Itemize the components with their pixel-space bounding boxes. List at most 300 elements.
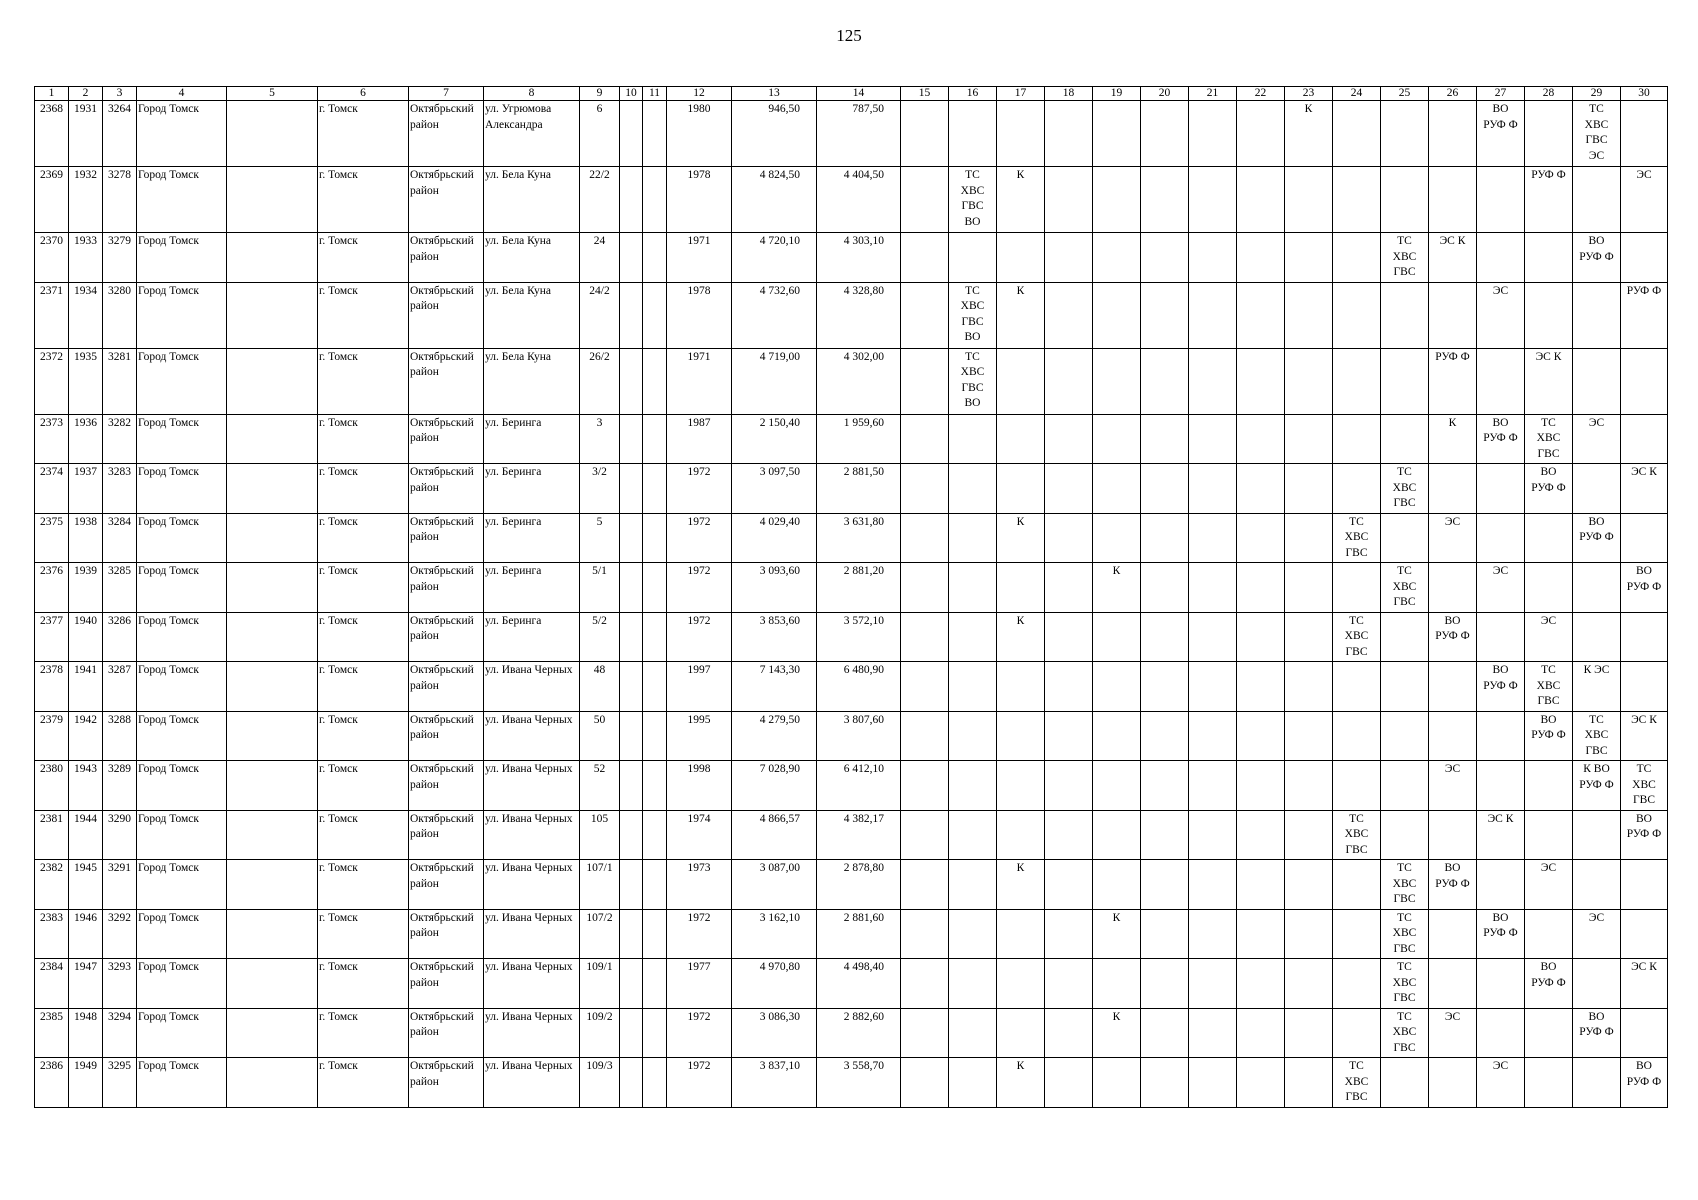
table-row (35, 1058, 1668, 1108)
cell-col-23 (1285, 282, 1333, 348)
cell-col-1: 2372 (35, 348, 69, 414)
cell-col-5 (227, 662, 318, 712)
column-header-25: 25 (1381, 87, 1429, 101)
cell-col-24 (1333, 761, 1381, 811)
cell-col-28: ЭС К (1525, 348, 1573, 414)
cell-col-23 (1285, 1008, 1333, 1058)
cell-col-13: 4 970,80 (732, 959, 817, 1009)
cell-col-1: 2378 (35, 662, 69, 712)
cell-col-26: ЭС (1429, 513, 1477, 563)
cell-col-13: 4 866,57 (732, 810, 817, 860)
cell-col-7: Октябрьский район (409, 662, 484, 712)
column-header-4: 4 (137, 87, 227, 101)
cell-col-29: ВО РУФ Ф (1573, 513, 1621, 563)
cell-col-6: г. Томск (318, 909, 409, 959)
cell-col-16 (949, 101, 997, 167)
cell-col-11 (643, 612, 667, 662)
cell-col-8: ул. Бела Куна (484, 233, 580, 283)
cell-col-26 (1429, 101, 1477, 167)
cell-col-11 (643, 761, 667, 811)
cell-col-25 (1381, 282, 1429, 348)
cell-col-15 (901, 860, 949, 910)
cell-col-24 (1333, 348, 1381, 414)
cell-col-5 (227, 959, 318, 1009)
cell-col-16: ТС ХВС ГВС ВО (949, 348, 997, 414)
cell-col-16 (949, 612, 997, 662)
cell-col-2: 1944 (69, 810, 103, 860)
cell-col-11 (643, 1058, 667, 1108)
cell-col-12: 1972 (667, 513, 732, 563)
cell-col-23 (1285, 464, 1333, 514)
cell-col-25: ТС ХВС ГВС (1381, 959, 1429, 1009)
cell-col-21 (1189, 612, 1237, 662)
cell-col-29 (1573, 348, 1621, 414)
cell-col-8: ул. Бела Куна (484, 167, 580, 233)
column-header-21: 21 (1189, 87, 1237, 101)
cell-col-8: ул. Беринга (484, 414, 580, 464)
cell-col-1: 2385 (35, 1008, 69, 1058)
table-row (35, 761, 1668, 811)
cell-col-9: 105 (580, 810, 620, 860)
cell-col-20 (1141, 612, 1189, 662)
cell-col-4: Город Томск (137, 464, 227, 514)
cell-col-15 (901, 761, 949, 811)
cell-col-2: 1948 (69, 1008, 103, 1058)
cell-col-9: 109/2 (580, 1008, 620, 1058)
cell-col-25 (1381, 513, 1429, 563)
cell-col-7: Октябрьский район (409, 348, 484, 414)
cell-col-6: г. Томск (318, 167, 409, 233)
cell-col-14: 3 572,10 (817, 612, 901, 662)
cell-col-27 (1477, 711, 1525, 761)
cell-col-6: г. Томск (318, 282, 409, 348)
cell-col-17 (997, 959, 1045, 1009)
cell-col-20 (1141, 810, 1189, 860)
column-header-26: 26 (1429, 87, 1477, 101)
cell-col-3: 3288 (103, 711, 137, 761)
cell-col-13: 4 719,00 (732, 348, 817, 414)
cell-col-15 (901, 959, 949, 1009)
cell-col-3: 3293 (103, 959, 137, 1009)
cell-col-30: ЭС К (1621, 464, 1668, 514)
cell-col-9: 107/1 (580, 860, 620, 910)
cell-col-23 (1285, 662, 1333, 712)
cell-col-9: 24 (580, 233, 620, 283)
cell-col-23 (1285, 860, 1333, 910)
cell-col-2: 1946 (69, 909, 103, 959)
cell-col-29: К ЭС (1573, 662, 1621, 712)
cell-col-6: г. Томск (318, 612, 409, 662)
cell-col-15 (901, 662, 949, 712)
cell-col-30: ЭС К (1621, 711, 1668, 761)
cell-col-11 (643, 1008, 667, 1058)
cell-col-17 (997, 761, 1045, 811)
cell-col-25 (1381, 348, 1429, 414)
cell-col-8: ул. Ивана Черных (484, 860, 580, 910)
cell-col-24: ТС ХВС ГВС (1333, 513, 1381, 563)
cell-col-30: ВО РУФ Ф (1621, 810, 1668, 860)
cell-col-29: ВО РУФ Ф (1573, 233, 1621, 283)
cell-col-10 (620, 101, 643, 167)
cell-col-24 (1333, 662, 1381, 712)
cell-col-8: ул. Ивана Черных (484, 711, 580, 761)
cell-col-10 (620, 860, 643, 910)
cell-col-18 (1045, 860, 1093, 910)
cell-col-26: ВО РУФ Ф (1429, 860, 1477, 910)
cell-col-10 (620, 711, 643, 761)
cell-col-25: ТС ХВС ГВС (1381, 860, 1429, 910)
cell-col-22 (1237, 414, 1285, 464)
cell-col-20 (1141, 711, 1189, 761)
cell-col-18 (1045, 662, 1093, 712)
cell-col-11 (643, 464, 667, 514)
cell-col-15 (901, 612, 949, 662)
cell-col-25 (1381, 101, 1429, 167)
cell-col-1: 2371 (35, 282, 69, 348)
cell-col-23 (1285, 167, 1333, 233)
cell-col-7: Октябрьский район (409, 612, 484, 662)
column-header-13: 13 (732, 87, 817, 101)
cell-col-4: Город Томск (137, 282, 227, 348)
cell-col-25 (1381, 167, 1429, 233)
cell-col-11 (643, 810, 667, 860)
cell-col-22 (1237, 860, 1285, 910)
cell-col-4: Город Томск (137, 909, 227, 959)
cell-col-5 (227, 860, 318, 910)
cell-col-14: 2 881,50 (817, 464, 901, 514)
cell-col-7: Октябрьский район (409, 1008, 484, 1058)
cell-col-15 (901, 810, 949, 860)
cell-col-23: К (1285, 101, 1333, 167)
cell-col-2: 1939 (69, 563, 103, 613)
cell-col-7: Октябрьский район (409, 464, 484, 514)
cell-col-12: 1987 (667, 414, 732, 464)
cell-col-17: К (997, 1058, 1045, 1108)
column-header-6: 6 (318, 87, 409, 101)
cell-col-4: Город Томск (137, 860, 227, 910)
column-header-12: 12 (667, 87, 732, 101)
cell-col-21 (1189, 101, 1237, 167)
cell-col-26 (1429, 662, 1477, 712)
cell-col-23 (1285, 959, 1333, 1009)
cell-col-17 (997, 711, 1045, 761)
cell-col-19: К (1093, 1008, 1141, 1058)
cell-col-16 (949, 233, 997, 283)
cell-col-25 (1381, 810, 1429, 860)
cell-col-8: ул. Беринга (484, 563, 580, 613)
cell-col-6: г. Томск (318, 464, 409, 514)
cell-col-30: ВО РУФ Ф (1621, 563, 1668, 613)
cell-col-5 (227, 167, 318, 233)
cell-col-12: 1972 (667, 909, 732, 959)
cell-col-16 (949, 860, 997, 910)
table-row (35, 662, 1668, 712)
cell-col-13: 946,50 (732, 101, 817, 167)
cell-col-6: г. Томск (318, 348, 409, 414)
cell-col-9: 5 (580, 513, 620, 563)
cell-col-1: 2380 (35, 761, 69, 811)
register-table (34, 86, 1668, 1108)
cell-col-19 (1093, 810, 1141, 860)
cell-col-12: 1972 (667, 563, 732, 613)
column-header-14: 14 (817, 87, 901, 101)
cell-col-11 (643, 909, 667, 959)
cell-col-9: 48 (580, 662, 620, 712)
cell-col-16 (949, 810, 997, 860)
cell-col-27: ВО РУФ Ф (1477, 101, 1525, 167)
cell-col-14: 4 302,00 (817, 348, 901, 414)
cell-col-2: 1947 (69, 959, 103, 1009)
cell-col-29: ЭС (1573, 414, 1621, 464)
cell-col-17: К (997, 282, 1045, 348)
cell-col-5 (227, 464, 318, 514)
cell-col-5 (227, 612, 318, 662)
cell-col-3: 3284 (103, 513, 137, 563)
cell-col-18 (1045, 101, 1093, 167)
cell-col-28 (1525, 810, 1573, 860)
cell-col-8: ул. Ивана Черных (484, 1058, 580, 1108)
cell-col-3: 3287 (103, 662, 137, 712)
cell-col-19 (1093, 612, 1141, 662)
cell-col-3: 3291 (103, 860, 137, 910)
cell-col-6: г. Томск (318, 810, 409, 860)
cell-col-30: ЭС (1621, 167, 1668, 233)
cell-col-20 (1141, 1008, 1189, 1058)
cell-col-22 (1237, 662, 1285, 712)
cell-col-15 (901, 414, 949, 464)
cell-col-26: ЭС (1429, 761, 1477, 811)
cell-col-4: Город Томск (137, 563, 227, 613)
cell-col-18 (1045, 612, 1093, 662)
cell-col-19 (1093, 662, 1141, 712)
table-row (35, 612, 1668, 662)
cell-col-6: г. Томск (318, 711, 409, 761)
cell-col-29 (1573, 167, 1621, 233)
cell-col-5 (227, 513, 318, 563)
cell-col-1: 2379 (35, 711, 69, 761)
column-header-18: 18 (1045, 87, 1093, 101)
cell-col-5 (227, 810, 318, 860)
cell-col-17: К (997, 860, 1045, 910)
cell-col-8: ул. Беринга (484, 513, 580, 563)
cell-col-29 (1573, 810, 1621, 860)
cell-col-1: 2383 (35, 909, 69, 959)
cell-col-18 (1045, 414, 1093, 464)
cell-col-6: г. Томск (318, 1058, 409, 1108)
cell-col-25: ТС ХВС ГВС (1381, 909, 1429, 959)
table-row (35, 348, 1668, 414)
cell-col-5 (227, 761, 318, 811)
cell-col-8: ул. Ивана Черных (484, 1008, 580, 1058)
cell-col-27: ВО РУФ Ф (1477, 662, 1525, 712)
cell-col-6: г. Томск (318, 513, 409, 563)
cell-col-20 (1141, 959, 1189, 1009)
cell-col-10 (620, 513, 643, 563)
cell-col-1: 2386 (35, 1058, 69, 1108)
column-header-22: 22 (1237, 87, 1285, 101)
cell-col-14: 2 882,60 (817, 1008, 901, 1058)
cell-col-23 (1285, 761, 1333, 811)
cell-col-27 (1477, 1008, 1525, 1058)
cell-col-5 (227, 1008, 318, 1058)
cell-col-8: ул. Ивана Черных (484, 761, 580, 811)
cell-col-10 (620, 1008, 643, 1058)
column-header-5: 5 (227, 87, 318, 101)
cell-col-9: 109/3 (580, 1058, 620, 1108)
column-header-17: 17 (997, 87, 1045, 101)
cell-col-20 (1141, 563, 1189, 613)
cell-col-19 (1093, 282, 1141, 348)
cell-col-3: 3292 (103, 909, 137, 959)
cell-col-17 (997, 233, 1045, 283)
cell-col-23 (1285, 810, 1333, 860)
cell-col-4: Город Томск (137, 612, 227, 662)
cell-col-12: 1972 (667, 612, 732, 662)
cell-col-18 (1045, 1058, 1093, 1108)
cell-col-4: Город Томск (137, 414, 227, 464)
cell-col-27 (1477, 233, 1525, 283)
cell-col-22 (1237, 1058, 1285, 1108)
cell-col-26 (1429, 810, 1477, 860)
cell-col-4: Город Томск (137, 711, 227, 761)
cell-col-20 (1141, 414, 1189, 464)
cell-col-25: ТС ХВС ГВС (1381, 233, 1429, 283)
cell-col-26 (1429, 282, 1477, 348)
cell-col-27 (1477, 959, 1525, 1009)
column-header-3: 3 (103, 87, 137, 101)
cell-col-3: 3283 (103, 464, 137, 514)
cell-col-18 (1045, 959, 1093, 1009)
cell-col-7: Октябрьский район (409, 233, 484, 283)
table-row (35, 464, 1668, 514)
cell-col-29: К ВО РУФ Ф (1573, 761, 1621, 811)
cell-col-13: 4 720,10 (732, 233, 817, 283)
cell-col-29 (1573, 282, 1621, 348)
cell-col-25 (1381, 1058, 1429, 1108)
cell-col-4: Город Томск (137, 810, 227, 860)
cell-col-6: г. Томск (318, 662, 409, 712)
table-row (35, 282, 1668, 348)
cell-col-26: ВО РУФ Ф (1429, 612, 1477, 662)
cell-col-20 (1141, 348, 1189, 414)
table-row (35, 513, 1668, 563)
cell-col-20 (1141, 167, 1189, 233)
cell-col-12: 1971 (667, 233, 732, 283)
cell-col-6: г. Томск (318, 860, 409, 910)
cell-col-4: Город Томск (137, 233, 227, 283)
cell-col-17 (997, 563, 1045, 613)
cell-col-20 (1141, 101, 1189, 167)
cell-col-12: 1998 (667, 761, 732, 811)
cell-col-23 (1285, 711, 1333, 761)
cell-col-27 (1477, 167, 1525, 233)
column-header-2: 2 (69, 87, 103, 101)
cell-col-27 (1477, 860, 1525, 910)
cell-col-8: ул. Беринга (484, 464, 580, 514)
cell-col-18 (1045, 513, 1093, 563)
cell-col-9: 5/2 (580, 612, 620, 662)
cell-col-24 (1333, 711, 1381, 761)
cell-col-19 (1093, 464, 1141, 514)
cell-col-18 (1045, 167, 1093, 233)
cell-col-19: К (1093, 563, 1141, 613)
cell-col-25: ТС ХВС ГВС (1381, 464, 1429, 514)
cell-col-20 (1141, 662, 1189, 712)
cell-col-30 (1621, 414, 1668, 464)
column-header-8: 8 (484, 87, 580, 101)
cell-col-20 (1141, 909, 1189, 959)
cell-col-18 (1045, 711, 1093, 761)
cell-col-15 (901, 348, 949, 414)
cell-col-10 (620, 282, 643, 348)
cell-col-30: ЭС К (1621, 959, 1668, 1009)
cell-col-2: 1934 (69, 282, 103, 348)
cell-col-25 (1381, 662, 1429, 712)
cell-col-29 (1573, 1058, 1621, 1108)
cell-col-14: 4 382,17 (817, 810, 901, 860)
cell-col-4: Город Томск (137, 167, 227, 233)
cell-col-3: 3295 (103, 1058, 137, 1108)
cell-col-26: К (1429, 414, 1477, 464)
cell-col-7: Октябрьский район (409, 810, 484, 860)
cell-col-12: 1973 (667, 860, 732, 910)
cell-col-14: 6 480,90 (817, 662, 901, 712)
cell-col-13: 3 162,10 (732, 909, 817, 959)
cell-col-7: Октябрьский район (409, 282, 484, 348)
cell-col-24 (1333, 1008, 1381, 1058)
cell-col-16 (949, 711, 997, 761)
cell-col-3: 3289 (103, 761, 137, 811)
cell-col-7: Октябрьский район (409, 909, 484, 959)
cell-col-5 (227, 563, 318, 613)
cell-col-24 (1333, 563, 1381, 613)
cell-col-11 (643, 662, 667, 712)
cell-col-1: 2382 (35, 860, 69, 910)
cell-col-11 (643, 233, 667, 283)
cell-col-16 (949, 464, 997, 514)
cell-col-14: 4 404,50 (817, 167, 901, 233)
cell-col-26: ЭС (1429, 1008, 1477, 1058)
cell-col-2: 1935 (69, 348, 103, 414)
cell-col-28: ТС ХВС ГВС (1525, 414, 1573, 464)
cell-col-18 (1045, 563, 1093, 613)
column-header-27: 27 (1477, 87, 1525, 101)
cell-col-9: 109/1 (580, 959, 620, 1009)
cell-col-12: 1977 (667, 959, 732, 1009)
cell-col-19 (1093, 959, 1141, 1009)
cell-col-27: ВО РУФ Ф (1477, 414, 1525, 464)
cell-col-18 (1045, 1008, 1093, 1058)
cell-col-10 (620, 662, 643, 712)
cell-col-9: 6 (580, 101, 620, 167)
cell-col-20 (1141, 761, 1189, 811)
cell-col-1: 2373 (35, 414, 69, 464)
cell-col-27 (1477, 513, 1525, 563)
cell-col-16 (949, 761, 997, 811)
cell-col-26 (1429, 711, 1477, 761)
table-row (35, 414, 1668, 464)
cell-col-11 (643, 101, 667, 167)
cell-col-19 (1093, 513, 1141, 563)
cell-col-30 (1621, 101, 1668, 167)
cell-col-1: 2384 (35, 959, 69, 1009)
cell-col-19 (1093, 348, 1141, 414)
cell-col-8: ул. Ивана Черных (484, 909, 580, 959)
cell-col-9: 24/2 (580, 282, 620, 348)
cell-col-30: ТС ХВС ГВС (1621, 761, 1668, 811)
cell-col-20 (1141, 1058, 1189, 1108)
cell-col-2: 1945 (69, 860, 103, 910)
